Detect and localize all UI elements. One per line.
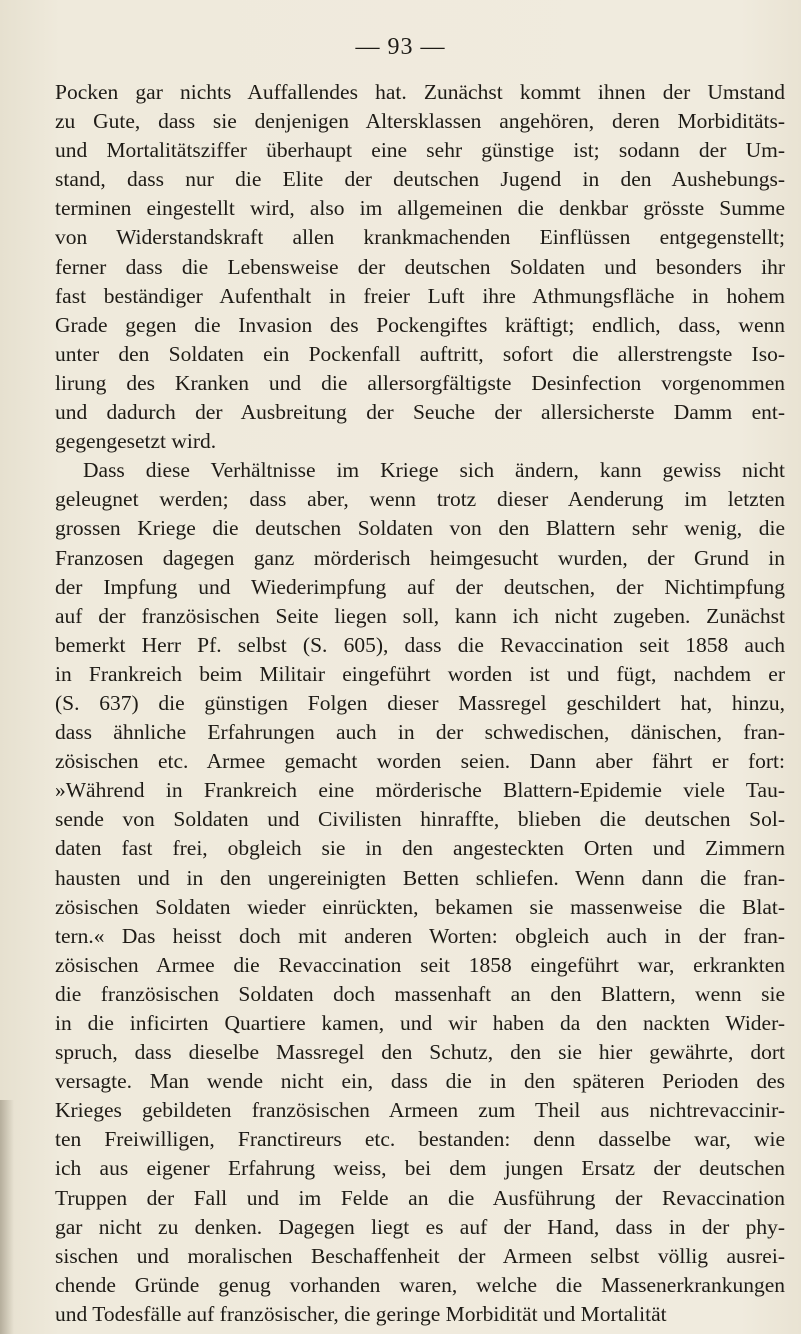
text-line: auf der französischen Seite liegen soll, kann ich nicht zugeben. Zunächst: [55, 603, 785, 628]
text-line: spruch, dass dieselbe Massregel den Schutz, den sie hier gewährte, dort: [55, 1040, 785, 1065]
text-line: Franzosen dagegen ganz mörderisch heimgesucht wurden, der Grund in: [55, 545, 785, 570]
text-line: Truppen der Fall und im Felde an die Ausführung der Revaccination: [55, 1185, 785, 1210]
text-line: geleugnet werden; dass aber, wenn trotz dieser Aenderung im letzten: [55, 487, 785, 512]
text-line: ferner dass die Lebensweise der deutschen Soldaten und besonders ihr: [55, 254, 785, 279]
text-line: terminen eingestellt wird, also im allgemeinen die denkbar grösste Summe: [55, 196, 785, 221]
text-line: und dadurch der Ausbreitung der Seuche der allersicherste Damm ent-: [55, 400, 785, 425]
text-line: sischen und moralischen Beschaffenheit der Armeen selbst völlig ausrei-: [55, 1243, 785, 1268]
text-line: stand, dass nur die Elite der deutschen Jugend in den Aushebungs-: [55, 167, 785, 192]
text-line: lirung des Kranken und die allersorgfältigste Desinfection vorgenommen: [55, 370, 785, 395]
text-line: Pocken gar nichts Auffallendes hat. Zunächst kommt ihnen der Umstand: [55, 80, 785, 104]
text-line: ten Freiwilligen, Franctireurs etc. bestanden: denn dasselbe war, wie: [55, 1127, 785, 1152]
text-line: sende von Soldaten und Civilisten hinraffte, blieben die deutschen Sol-: [55, 807, 785, 832]
text-line: und Mortalitätsziffer überhaupt eine sehr günstige ist; sodann der Um-: [55, 138, 785, 163]
text-line: in Frankreich beim Militair eingeführt worden ist und fügt, nachdem er: [55, 661, 785, 686]
text-line: (S. 637) die günstigen Folgen dieser Massregel geschildert hat, hinzu,: [55, 690, 785, 715]
text-line: bemerkt Herr Pf. selbst (S. 605), dass die Revaccination seit 1858 auch: [55, 632, 785, 657]
text-line: chende Gründe genug vorhanden waren, welche die Massenerkrankungen: [55, 1272, 785, 1297]
text-line: die französischen Soldaten doch massenhaft an den Blattern, wenn sie: [55, 981, 785, 1006]
binding-shadow: [0, 1100, 14, 1334]
text-line: ich aus eigener Erfahrung weiss, bei dem jungen Ersatz der deutschen: [55, 1156, 785, 1181]
page-number: — 93 —: [355, 34, 446, 60]
text-line: unter den Soldaten ein Pockenfall auftritt, sofort die allerstrengste Iso-: [55, 341, 785, 366]
text-line: zösischen Armee die Revaccination seit 1858 eingeführt war, erkrankten: [55, 952, 785, 977]
text-line: Grade gegen die Invasion des Pockengiftes kräftigt; endlich, dass, wenn: [55, 312, 785, 337]
text-line: gar nicht zu denken. Dagegen liegt es auf der Hand, dass in der phy-: [55, 1214, 785, 1239]
text-line: von Widerstandskraft allen krankmachenden Einflüssen entgegenstellt;: [55, 225, 785, 250]
text-line: hausten und in den ungereinigten Betten schliefen. Wenn dann die fran-: [55, 865, 785, 890]
text-line: in die inficirten Quartiere kamen, und wir haben da den nackten Wider-: [55, 1011, 785, 1035]
text-line: tern.« Das heisst doch mit anderen Worten: obgleich auch in der fran-: [55, 923, 785, 948]
text-line: zu Gute, dass sie denjenigen Altersklassen angehören, deren Morbiditäts-: [55, 109, 785, 134]
text-line: zösischen etc. Armee gemacht worden seien. Dann aber fährt er fort:: [55, 749, 785, 774]
body-text: [55, 78, 785, 1329]
text-line: grossen Kriege die deutschen Soldaten von den Blattern sehr wenig, die: [55, 516, 785, 541]
text-line: gegengesetzt wird.: [55, 429, 217, 454]
text-line: Krieges gebildeten französischen Armeen zum Theil aus nichtrevaccinir-: [55, 1098, 785, 1123]
text-line: fast beständiger Aufenthalt in freier Luft ihre Athmungsfläche in hohem: [55, 283, 785, 308]
text-line: daten fast frei, obgleich sie in den angesteckten Orten und Zimmern: [55, 836, 785, 861]
text-line: »Während in Frankreich eine mörderische Blattern-Epidemie viele Tau-: [55, 778, 785, 803]
text-line: zösischen Soldaten wieder einrückten, bekamen sie massenweise die Blat-: [55, 894, 785, 919]
text-line: dass ähnliche Erfahrungen auch in der schwedischen, dänischen, fran-: [55, 720, 785, 745]
text-line: der Impfung und Wiederimpfung auf der deutschen, der Nichtimpfung: [55, 574, 785, 599]
text-line: versagte. Man wende nicht ein, dass die in den späteren Perioden des: [55, 1069, 785, 1094]
text-line: Dass diese Verhältnisse im Kriege sich ändern, kann gewiss nicht: [83, 458, 785, 483]
text-line: und Todesfälle auf französischer, die geringe Morbidität und Mortalität: [55, 1301, 667, 1326]
